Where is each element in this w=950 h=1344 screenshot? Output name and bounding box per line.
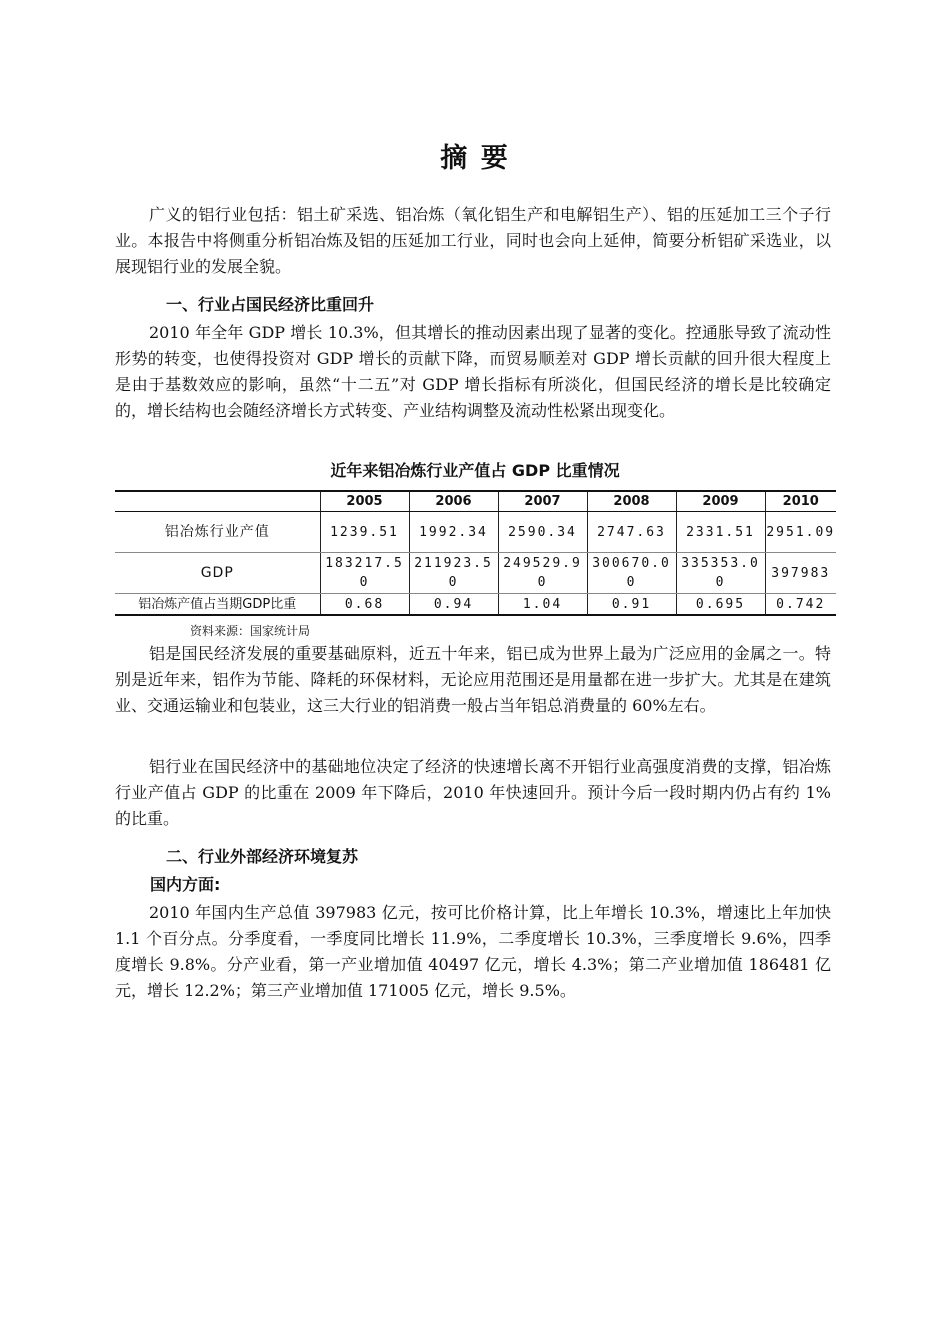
header-cell bbox=[115, 491, 320, 512]
section-2-subheading: 国内方面: bbox=[150, 875, 221, 894]
page-title: 摘 要 bbox=[440, 143, 510, 174]
header-cell: 2005 bbox=[320, 491, 409, 512]
table-cell: 0.94 bbox=[409, 594, 498, 616]
table-cell: 0.742 bbox=[765, 594, 836, 616]
table-source-note: 资料来源：国家统计局 bbox=[190, 624, 311, 638]
table-row bbox=[115, 594, 836, 616]
table-cell: 2951.09 bbox=[765, 512, 836, 553]
section-2-paragraph: 2010 年国内生产总值 397983 亿元，按可比价格计算，比上年增长 10.3%，增速比上年加快 1.1 个百分点。分季度看，一季度同比增长 11.9%，二季度增长 10.3%，三季度增长 9.6%，四季度增长 9.8%。分产业看，第一产业增加值 40497 亿元，增长 4.3%；第二产业增加值 186481 亿元，增长 12.2%；第三产业增加值 171005 亿元，增长 9.5%。 bbox=[115, 903, 831, 1000]
header-cell: 2010 bbox=[765, 491, 836, 512]
table-cell: 1239.51 bbox=[320, 512, 409, 553]
table-cell: 1.04 bbox=[498, 594, 587, 616]
row-label: 铝冶炼产值占当期GDP比重 bbox=[115, 594, 320, 616]
table-row bbox=[115, 553, 836, 594]
table-header-row bbox=[115, 491, 836, 512]
table-cell: 183217.50 bbox=[320, 553, 409, 594]
header-cell: 2008 bbox=[587, 491, 676, 512]
header-cell: 2006 bbox=[409, 491, 498, 512]
table-cell: 335353.00 bbox=[676, 553, 765, 594]
paragraph-aluminum-role: 铝行业在国民经济中的基础地位决定了经济的快速增长离不开铝行业高强度消费的支撑，铝冶炼行业产值占 GDP 的比重在 2009 年下降后，2010 年快速回升。预计今后一段时期内仍占有约 1%的比重。 bbox=[115, 757, 831, 828]
table-cell: 0.695 bbox=[676, 594, 765, 616]
table-cell: 397983 bbox=[765, 553, 836, 594]
table-title: 近年来铝冶炼行业产值占 GDP 比重情况 bbox=[330, 461, 620, 480]
intro-paragraph: 广义的铝行业包括：铝土矿采选、铝冶炼（氧化铝生产和电解铝生产）、铝的压延加工三个子行业。本报告中将侧重分析铝冶炼及铝的压延加工行业，同时也会向上延伸，简要分析铝矿采选业，以展现铝行业的发展全貌。 bbox=[115, 205, 831, 276]
row-label: GDP bbox=[115, 553, 320, 594]
table-cell: 2747.63 bbox=[587, 512, 676, 553]
section-2-heading: 二、行业外部经济环境复苏 bbox=[166, 847, 359, 866]
table-cell: 1992.34 bbox=[409, 512, 498, 553]
table-cell: 211923.50 bbox=[409, 553, 498, 594]
table-cell: 300670.00 bbox=[587, 553, 676, 594]
table-row bbox=[115, 512, 836, 553]
section-1-paragraph: 2010 年全年 GDP 增长 10.3%，但其增长的推动因素出现了显著的变化。控通胀导致了流动性形势的转变，也使得投资对 GDP 增长的贡献下降，而贸易顺差对 GDP 增长贡献的回升很大程度上是由于基数效应的影响，虽然“十二五”对 GDP 增长指标有所淡化，但国民经济的增长是比较确定的，增长结构也会随经济增长方式转变、产业结构调整及流动性松紧出现变化。 bbox=[115, 323, 831, 420]
data-table bbox=[115, 490, 836, 616]
table-cell: 2331.51 bbox=[676, 512, 765, 553]
header-cell: 2007 bbox=[498, 491, 587, 512]
table-cell: 2590.34 bbox=[498, 512, 587, 553]
section-1-heading: 一、行业占国民经济比重回升 bbox=[166, 295, 375, 314]
table-cell: 249529.90 bbox=[498, 553, 587, 594]
row-label: 铝冶炼行业产值 bbox=[115, 512, 320, 553]
table-cell: 0.68 bbox=[320, 594, 409, 616]
paragraph-aluminum-importance: 铝是国民经济发展的重要基础原料，近五十年来，铝已成为世界上最为广泛应用的金属之一。特别是近年来，铝作为节能、降耗的环保材料，无论应用范围还是用量都在进一步扩大。尤其是在建筑业、交通运输业和包装业，这三大行业的铝消费一般占当年铝总消费量的 60%左右。 bbox=[115, 644, 831, 715]
table-cell: 0.91 bbox=[587, 594, 676, 616]
header-cell: 2009 bbox=[676, 491, 765, 512]
